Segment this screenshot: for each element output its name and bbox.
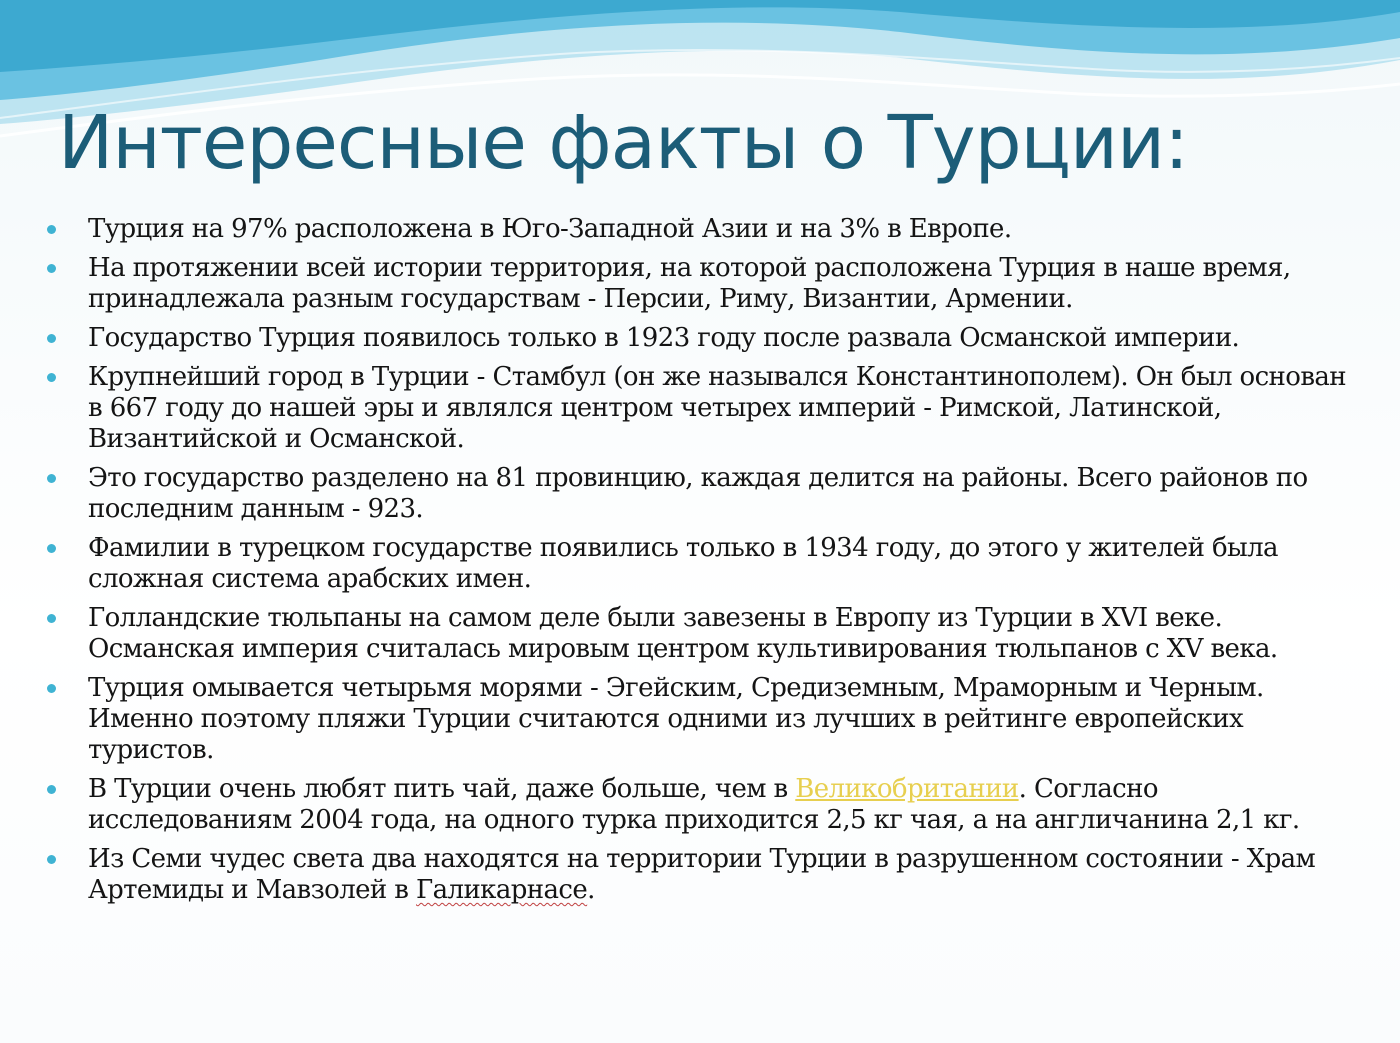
bullet-icon <box>47 855 56 864</box>
facts-list <box>44 214 1364 914</box>
list-item <box>44 673 1364 766</box>
fact-text: Крупнейший город в Турции - Стамбул (он же назывался Константинополем). Он был основан в 667 году до нашей эры и являлся центром четырех империй - Римской, Латинской, Византийской и Османской. <box>88 362 1346 454</box>
bullet-icon <box>47 474 56 483</box>
fact-text: На протяжении всей истории территория, на которой расположена Турция в наше время, принадлежала разным государствам - Персии, Риму, Византии, Армении. <box>88 253 1291 314</box>
fact-text: Турция омывается четырьмя морями - Эгейским, Средиземным, Мраморным и Черным. Именно поэтому пляжи Турции считаются одними из лучших в рейтинге европейских туристов. <box>88 673 1264 765</box>
fact-text: Государство Турция появилось только в 1923 году после развала Османской империи. <box>88 323 1240 353</box>
list-item <box>44 463 1364 525</box>
list-item <box>44 844 1364 906</box>
fact-text-end: . <box>587 875 595 905</box>
fact-text: Это государство разделено на 81 провинцию, каждая делится на районы. Всего районов по последним данным - 923. <box>88 463 1308 524</box>
great-britain-link[interactable]: Великобритании <box>795 774 1019 804</box>
bullet-icon <box>47 334 56 343</box>
list-item <box>44 603 1364 665</box>
fact-text: Голландские тюльпаны на самом деле были завезены в Европу из Турции в XVI веке. Османская империя считалась мировым центром культивирования тюльпанов с XV века. <box>88 603 1278 664</box>
bullet-icon <box>47 373 56 382</box>
spellcheck-word: Галикарнасе <box>416 875 588 905</box>
list-item <box>44 774 1364 836</box>
fact-text: Турция на 97% расположена в Юго-Западной Азии и на 3% в Европе. <box>88 214 1012 244</box>
list-item <box>44 214 1364 245</box>
list-item <box>44 253 1364 315</box>
page-title: Интересные факты о Турции: <box>58 100 1189 186</box>
bullet-icon <box>47 264 56 273</box>
list-item <box>44 362 1364 455</box>
bullet-icon <box>47 544 56 553</box>
bullet-icon <box>47 225 56 234</box>
fact-text-end: . Согласно исследованиям 2004 года, на одного турка приходится 2,5 кг чая, а на англичанина 2,1 кг. <box>88 774 1300 835</box>
list-item <box>44 533 1364 595</box>
fact-text-start: Из Семи чудес света два находятся на территории Турции в разрушенном состоянии - Храм Артемиды и Мавзолей в <box>88 844 1316 905</box>
list-item <box>44 323 1364 354</box>
bullet-icon <box>47 614 56 623</box>
bullet-icon <box>47 785 56 794</box>
fact-text: Фамилии в турецком государстве появились только в 1934 году, до этого у жителей была сложная система арабских имен. <box>88 533 1278 594</box>
bullet-icon <box>47 684 56 693</box>
fact-text-start: В Турции очень любят пить чай, даже больше, чем в <box>88 774 796 804</box>
